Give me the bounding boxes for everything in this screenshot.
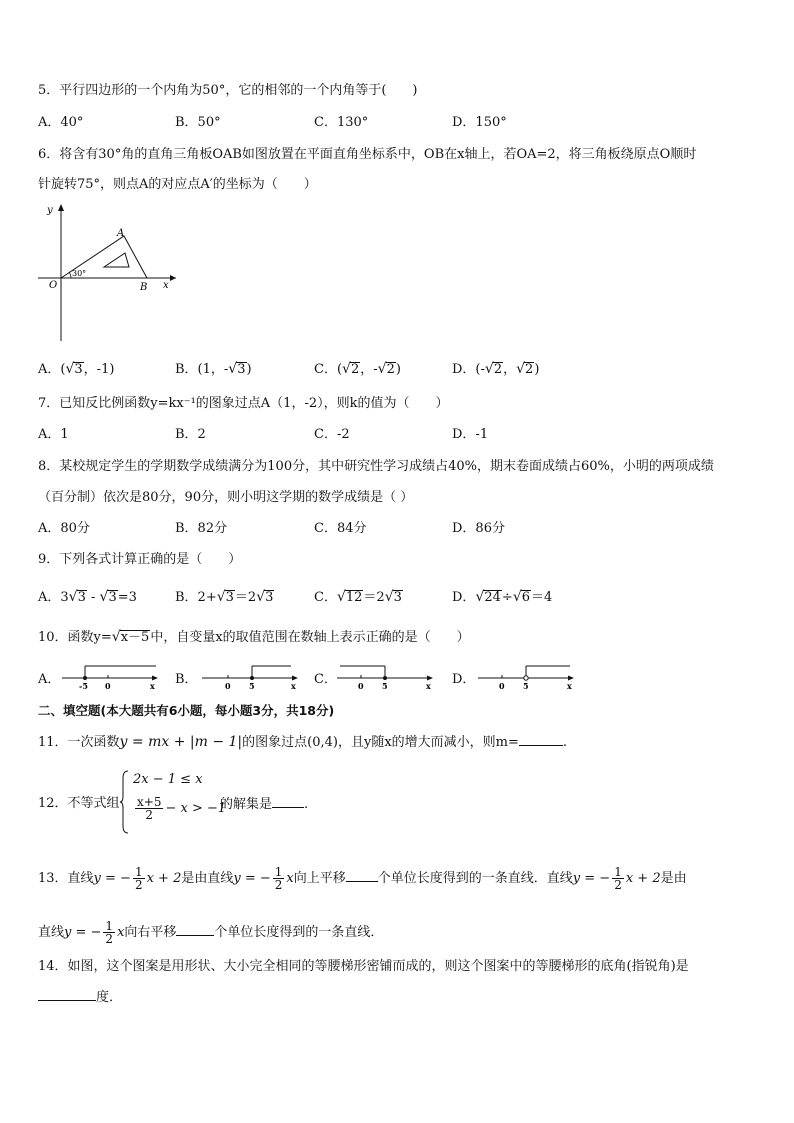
q10-d-tick-2: 5 <box>523 681 529 691</box>
q5-option-a: A．40° <box>38 115 84 130</box>
q13-line1: 13．直线y = − $\frac{1}{2}$ x + 2是由直线y = − $\frac{1}{2}$ x向上平移 个单位长度得到的一条直线．直线y = − $\frac{1}{2}$ x + 2是由 <box>38 865 687 892</box>
q10-b-tick-2: 5 <box>249 681 255 691</box>
q13-line2: 直线y = − $\frac{1}{2}$ x向右平移 个单位长度得到的一条直线． <box>38 919 384 946</box>
q8-stem-line2: （百分制）依次是80分，90分，则小明这学期的数学成绩是（ ） <box>38 490 414 505</box>
q12-stem-tail: 的解集是 . <box>220 797 309 812</box>
q10-option-d-label: D． <box>452 672 476 687</box>
q6-a-label: A <box>117 228 125 239</box>
q5-option-d: D．150° <box>452 115 507 130</box>
q12-inequality-1: 2x − 1 ≤ x <box>133 772 203 787</box>
q10-a-axis-label: x <box>150 681 155 691</box>
q9-stem: 9．下列各式计算正确的是（ ） <box>38 552 242 567</box>
q8-stem-line1: 8．某校规定学生的学期数学成绩满分为100分，其中研究性学习成绩占40%，期末卷面成绩占60%，小明的两项成绩 <box>38 459 714 474</box>
section-2-title: 二、填空题(本大题共有6小题，每小题3分，共18分) <box>38 703 335 718</box>
q6-option-d: D．(-√2，√2) <box>452 361 540 377</box>
q14-line1: 14．如图，这个图案是用形状、大小完全相同的等腰梯形密铺而成的，则这个图案中的等腰梯形的底角(指锐角)是 <box>38 959 689 974</box>
q10-option-b-label: B． <box>175 672 198 687</box>
q6-b-label: B <box>140 282 148 293</box>
q10-a-tick-2: 0 <box>105 681 111 691</box>
q9-option-d: D．√24÷√6＝4 <box>452 589 553 605</box>
q6-stem-line1: 6．将含有30°角的直角三角板OAB如图放置在平面直角坐标系中，OB在x轴上，若OA=2，将三角板绕原点O顺时 <box>38 147 697 162</box>
q7-option-d: D．-1 <box>452 427 489 442</box>
q9-option-a: A．3√3 - √3=3 <box>38 589 137 605</box>
q11-stem: 11．一次函数y = mx + |m − 1|的图象过点(0,4)，且y随x的增大而减小，则m= . <box>38 734 568 750</box>
q11-answer-blank[interactable] <box>519 733 563 746</box>
q10-number-line-b <box>200 662 300 692</box>
q12-inequality-2: $\frac{x+5}{2}$ − x > −1 <box>137 795 227 822</box>
q7-option-b: B．2 <box>175 427 206 442</box>
q10-c-axis-label: x <box>426 681 431 691</box>
q5-option-b: B．50° <box>175 115 221 130</box>
q5-option-c: C．130° <box>314 115 369 130</box>
q6-option-a: A．(√3，-1) <box>38 361 115 377</box>
q10-c-tick-2: 5 <box>382 681 388 691</box>
q6-o-label: O <box>49 280 58 291</box>
q10-b-tick-1: 0 <box>225 681 231 691</box>
q6-stem-line2: 针旋转75°，则点A的对应点A′的坐标为（ ） <box>38 177 317 192</box>
q10-c-tick-1: 0 <box>358 681 364 691</box>
q6-option-b: B．(1，-√3) <box>175 361 252 377</box>
q6-y-label: y <box>47 205 53 216</box>
q13-answer-blank-2[interactable] <box>176 923 214 936</box>
q12-answer-blank[interactable] <box>272 795 304 808</box>
q7-option-c: C．-2 <box>314 427 350 442</box>
q14-line2: 度． <box>38 988 122 1007</box>
q12-stem: 12．不等式组 <box>38 796 120 811</box>
q10-option-a-label: A． <box>38 672 61 687</box>
q10-d-axis-label: x <box>567 681 572 691</box>
q5-stem: 5．平行四边形的一个内角为50°，它的相邻的一个内角等于( ) <box>38 83 418 98</box>
q10-number-line-d <box>476 662 576 692</box>
q6-option-c: C．(√2，-√2) <box>314 361 401 377</box>
q6-x-label: x <box>163 280 169 291</box>
q6-angle-label: 30° <box>72 269 87 278</box>
q14-answer-blank[interactable] <box>38 988 96 1001</box>
q10-b-axis-label: x <box>291 681 296 691</box>
q9-option-c: C．√12＝2√3 <box>314 589 402 605</box>
q13-answer-blank-1[interactable] <box>346 869 378 882</box>
q6-triangle-figure <box>30 198 180 346</box>
q7-stem: 7．已知反比例函数y=kx⁻¹的图象过点A（1，-2），则k的值为（ ） <box>38 396 449 411</box>
q8-option-a: A．80分 <box>38 521 90 536</box>
q8-option-b: B．82分 <box>175 521 228 536</box>
q10-number-line-c <box>335 662 435 692</box>
q10-number-line-a <box>60 662 160 692</box>
q8-option-d: D．86分 <box>452 521 505 536</box>
q10-d-tick-1: 0 <box>499 681 505 691</box>
q8-option-c: C．84分 <box>314 521 367 536</box>
q10-stem: 10．函数y=√x－5中，自变量x的取值范围在数轴上表示正确的是（ ） <box>38 629 470 645</box>
q9-option-b: B．2+√3＝2√3 <box>175 589 274 605</box>
q7-option-a: A．1 <box>38 427 69 442</box>
q10-option-c-label: C． <box>314 672 337 687</box>
q10-a-tick-1: -5 <box>79 681 88 691</box>
q12-brace-icon <box>120 770 130 834</box>
